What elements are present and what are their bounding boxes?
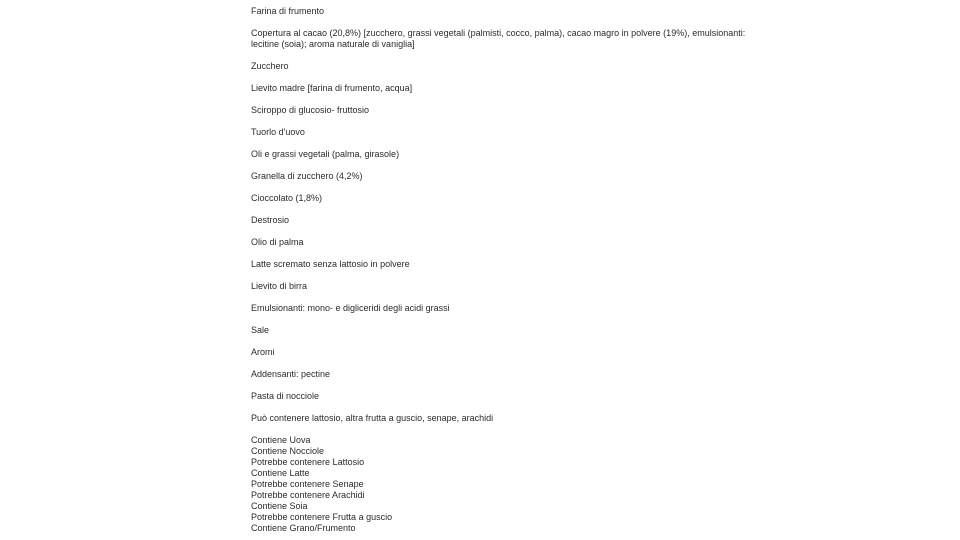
ingredient-item: Latte scremato senza lattosio in polvere	[251, 259, 410, 269]
ingredient-item: Copertura al cacao (20,8%) [zucchero, grassi vegetali (palmisti, cocco, palma), cacao magro in polvere (19%), emulsionanti: lecitine (soia); aroma naturale di vaniglia]	[251, 28, 746, 49]
ingredient-item: Zucchero	[251, 61, 289, 71]
allergen-item: Contiene Grano/Frumento	[251, 523, 356, 533]
ingredient-item: Sciroppo di glucosio- fruttosio	[251, 105, 370, 115]
allergen-item: Contiene Latte	[251, 468, 310, 478]
allergen-item: Potrebbe contenere Arachidi	[251, 490, 365, 500]
ingredient-item: Cioccolato (1,8%)	[251, 193, 323, 203]
ingredient-item: Destrosio	[251, 215, 290, 225]
may-contain-note: Può contenere lattosio, altra frutta a guscio, senape, arachidi	[251, 413, 494, 423]
ingredient-item: Aromi	[251, 347, 275, 357]
allergen-item: Contiene Nocciole	[251, 446, 325, 456]
ingredient-item: Oli e grassi vegetali (palma, girasole)	[251, 149, 400, 159]
allergen-item: Potrebbe contenere Frutta a guscio	[251, 512, 393, 522]
ingredient-item: Farina di frumento	[251, 6, 325, 16]
allergen-item: Potrebbe contenere Lattosio	[251, 457, 365, 467]
ingredient-item: Emulsionanti: mono- e digliceridi degli acidi grassi	[251, 303, 450, 313]
ingredient-list	[251, 6, 751, 424]
ingredients-panel	[251, 6, 751, 534]
allergen-item: Contiene Soia	[251, 501, 308, 511]
ingredient-item: Granella di zucchero (4,2%)	[251, 171, 363, 181]
ingredient-item: Lievito di birra	[251, 281, 308, 291]
allergen-item: Potrebbe contenere Senape	[251, 479, 364, 489]
allergen-item: Contiene Uova	[251, 435, 311, 445]
ingredient-item: Pasta di nocciole	[251, 391, 320, 401]
ingredient-item: Tuorlo d'uovo	[251, 127, 305, 137]
ingredient-item: Lievito madre [farina di frumento, acqua]	[251, 83, 413, 93]
ingredient-item: Addensanti: pectine	[251, 369, 331, 379]
ingredient-item: Sale	[251, 325, 270, 335]
ingredient-item: Olio di palma	[251, 237, 304, 247]
allergen-list	[251, 435, 751, 534]
